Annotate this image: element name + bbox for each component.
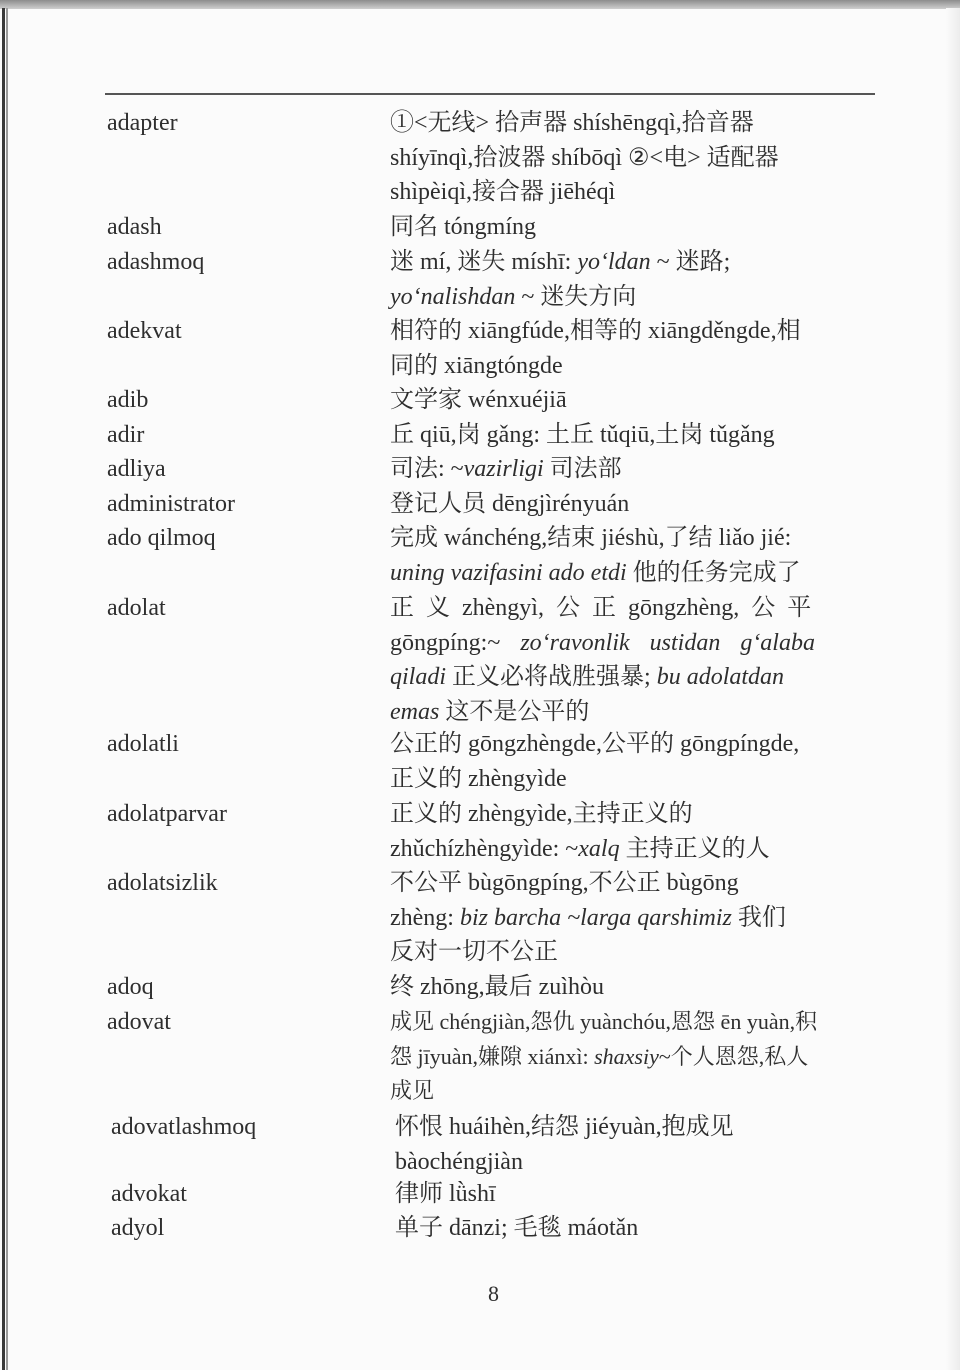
definition [390,210,868,245]
headword: adyol [111,1215,165,1241]
definition-line: 律师 lǜshī [395,1181,496,1207]
definition [390,591,868,729]
example-translation: ~ 迷路; [656,249,731,275]
definition-line: 成见 chéngjiàn,怨仇 yuànchóu,恩怨 ēn yuàn,积 [390,1009,818,1034]
example-uzbek: biz barcha ~larga qarshimiz [459,904,732,931]
definition-line [390,660,868,695]
example-uzbek: shaxsiy [594,1043,659,1069]
example-translation: 正义必将战胜强暴; [446,664,657,690]
example-translation: 他的任务完成了 [626,559,801,586]
headword: adib [107,387,149,413]
headword: advokat [111,1181,187,1207]
example-uzbek: emas [390,698,440,725]
headword: adolatli [107,731,179,757]
definition-text: 怨 jīyuàn,嫌隙 xiánxì: [390,1043,595,1069]
definition-text: zhǔchízhèngyìde: ~ [390,835,579,862]
definition-line: 怀恨 huáihèn,结怨 jiéyuàn,抱成见 [395,1114,734,1140]
definition-line: 同的 xiāngtóngde [390,352,563,379]
example-translation: 司法部 [543,456,622,482]
definition-line: 正 义 zhèngyì, 公 正 gōngzhèng, 公 平 [390,595,812,621]
definition [390,1005,868,1109]
example-uzbek: zo‘ravonlik ustidan g‘alaba [520,629,815,656]
definition-line: 反对一切不公正 [390,939,558,965]
definition-line [390,626,868,661]
scan-left-edge-shadow [6,8,8,1370]
definition-line [390,901,868,936]
definition-line: 正义的 zhèngyìde [390,765,567,792]
definition [390,452,868,487]
definition [395,1110,873,1179]
headword: ado qilmoq [107,525,216,551]
definition [390,797,868,866]
headword: adash [107,214,162,240]
definition-line: 终 zhōng,最后 zuìhòu [390,974,604,1000]
definition-line: 正义的 zhèngyìde,主持正义的 [390,801,693,827]
definition [390,314,868,383]
definition-text: zhèng: [390,904,460,931]
definition-line [390,695,868,730]
definition-text: 司法: ~ [390,456,464,482]
example-translation: 我们 [731,904,786,931]
definition-line: 登记人员 dēngjìrényuán [390,491,630,517]
definition-line: 不公平 bùgōngpíng,不公正 bùgōng [390,870,739,896]
example-translation: 主持正义的人 [619,835,770,862]
example-uzbek: yo‘ldan [577,249,651,275]
definition [390,727,868,796]
page-number: 8 [488,1281,499,1306]
example-translation: 这不是公平的 [439,698,590,725]
definition [390,866,868,970]
definition-line [390,832,868,867]
headword: adoq [107,974,154,1000]
example-uzbek: uning vazifasini ado etdi [390,559,627,586]
definition-line: 完成 wánchéng,结束 jiéshù,了结 liǎo jié: [390,525,792,551]
example-uzbek: bu adolatdan [656,664,785,690]
definition [390,418,868,453]
scan-left-edge [2,8,5,1370]
headword: adir [107,422,145,448]
headword: adolatsizlik [107,870,218,896]
definition-line: ①<无线> 拾声器 shíshēngqì,拾音器 [390,110,754,136]
definition-line: 公正的 gōngzhèngde,公平的 gōngpíngde, [390,731,800,757]
headword: adekvat [107,318,182,344]
definition [395,1211,873,1246]
headword: adovatlashmoq [111,1114,257,1140]
definition [390,487,868,522]
example-uzbek: qiladi [390,664,447,690]
definition [390,521,868,590]
headword: adashmoq [107,249,205,275]
definition [395,1177,873,1212]
example-translation: ~个人恩怨,私人 [658,1043,809,1069]
example-translation: ~ 迷失方向 [521,283,637,310]
definition-line [390,1040,868,1075]
example-uzbek: xalq [578,835,620,862]
definition [390,383,868,418]
definition-line [390,556,868,591]
definition-text: 迷 mí, 迷失 míshī: [390,249,578,275]
header-rule [105,93,875,95]
definition [390,970,868,1005]
headword: adapter [107,110,178,136]
headword: administrator [107,491,235,517]
definition-line: 文学家 wénxuéjiā [390,387,567,413]
definition-text: gōngpíng:~ [390,629,521,656]
example-uzbek: vazirligi [463,456,544,482]
definition-line [390,280,868,315]
definition [390,106,868,210]
scan-top-edge [0,0,960,9]
headword: adolatparvar [107,801,227,827]
definition-line [390,245,868,280]
definition-line: 单子 dānzi; 毛毯 máotǎn [395,1215,639,1241]
scan-right-shadow [946,8,960,1370]
definition-line: 成见 [390,1078,435,1103]
definition-line: shìpèiqì,接合器 jiēhéqì [390,179,616,205]
headword: adovat [107,1009,171,1035]
example-uzbek: yo‘nalishdan [390,283,516,310]
definition-line: 同名 tóngmíng [390,214,537,240]
definition-line: shíyīnqì,拾波器 shíbōqì ②<电> 适配器 [390,144,779,171]
definition [390,245,868,314]
definition-line: bàochéngjiàn [395,1148,523,1175]
definition-line: 丘 qiū,岗 gǎng: 土丘 tǔqiū,土岗 tǔgǎng [390,422,775,448]
headword: adliya [107,456,166,482]
headword: adolat [107,595,166,621]
definition-line: 相符的 xiāngfúde,相等的 xiāngděngde,相 [390,318,801,344]
definition-line [390,452,868,487]
